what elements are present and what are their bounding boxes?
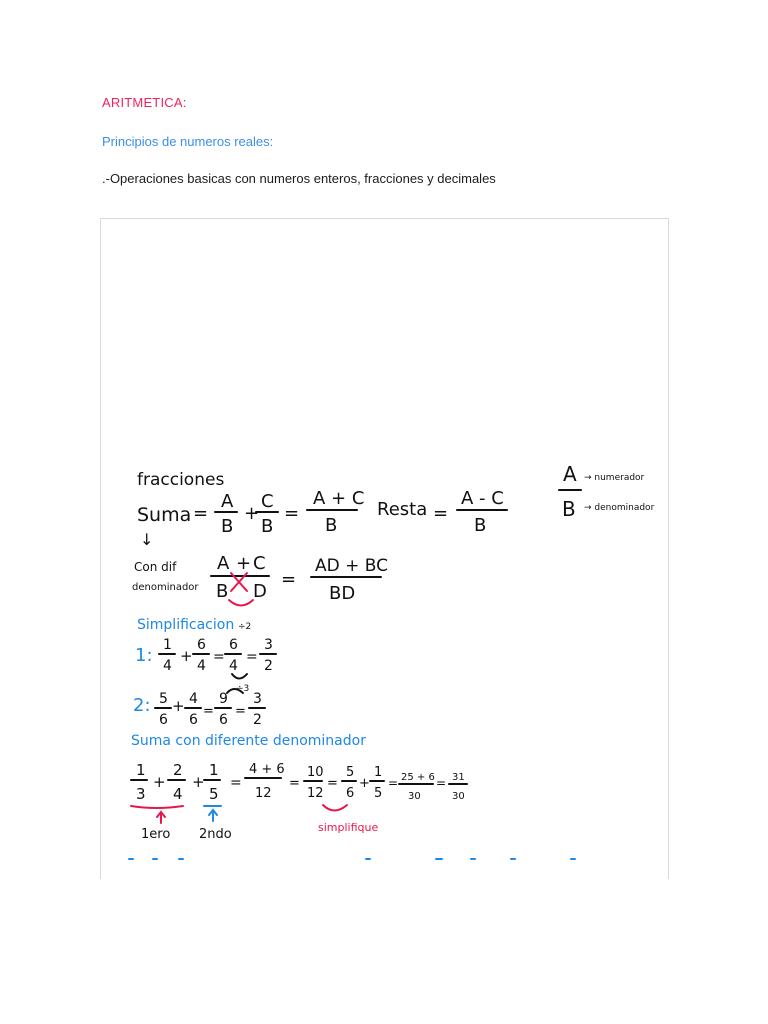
handwritten-notes-image xyxy=(100,218,669,879)
simplificacion-label: Simplificacion xyxy=(137,617,235,633)
ex3-n5: 10 xyxy=(307,765,324,780)
ex3-d7: 5 xyxy=(374,786,383,801)
arrow-down-icon: ↓ xyxy=(140,530,154,549)
condif-numerator: AD + BC xyxy=(315,556,389,576)
up-arrow-icon-red xyxy=(157,812,165,823)
legend-b: B xyxy=(562,497,576,521)
ex3-d4: 12 xyxy=(255,786,272,801)
suma-label: Suma xyxy=(137,504,192,526)
topic-line: .-Operaciones basicas con numeros enteros, fracciones y decimales xyxy=(102,171,496,186)
condif-plus: + xyxy=(236,553,252,574)
ex3-eq4: = xyxy=(388,776,399,790)
up-arrow-icon-blue xyxy=(209,810,217,821)
ex1-d1: 4 xyxy=(163,658,172,674)
ex3-d5: 12 xyxy=(307,786,324,801)
legend-a: A xyxy=(563,462,577,486)
ex3-plus1: + xyxy=(153,773,166,791)
resta-label: Resta xyxy=(377,499,428,520)
condif-a: A xyxy=(217,553,230,574)
ex2-d2: 6 xyxy=(189,712,198,728)
ex3-eq2: = xyxy=(289,776,300,791)
ex3-d3: 5 xyxy=(209,785,219,803)
ex1-n4: 3 xyxy=(264,637,273,653)
ex1-n1: 1 xyxy=(163,637,172,653)
primero-label: 1ero xyxy=(141,827,171,842)
fraction-b2: B xyxy=(261,516,274,537)
ex3-n2: 2 xyxy=(173,761,183,779)
ex1-arrow xyxy=(232,674,247,679)
page-heading: ARITMETICA: xyxy=(102,95,187,110)
ex3-n4: 4 + 6 xyxy=(249,762,285,777)
ex2-n3: 9 xyxy=(219,691,228,707)
ex2-eq2: = xyxy=(235,704,246,719)
condif-label-1: Con dif xyxy=(134,560,177,574)
sum-numerator: A + C xyxy=(313,488,365,509)
ex3-eq5: = xyxy=(436,776,447,790)
ex1-plus: + xyxy=(180,647,193,665)
legend-denominador: → denominador xyxy=(584,503,655,513)
section-subheading: Principios de numeros reales: xyxy=(102,134,274,149)
resta-denominator: B xyxy=(474,515,487,536)
condif-d: D xyxy=(253,581,267,602)
notes-title: fracciones xyxy=(137,470,225,490)
ex2-eq1: = xyxy=(203,704,214,719)
condif-label-2: denominador xyxy=(132,582,199,593)
resta-numerator: A - C xyxy=(461,488,504,509)
ex3-eq3: = xyxy=(327,776,338,791)
ex2-plus: + xyxy=(172,697,185,715)
ex1-n3: 6 xyxy=(229,637,238,653)
ex3-n7: 1 xyxy=(374,765,383,780)
cross-arrow xyxy=(229,600,253,606)
red-underline xyxy=(131,806,183,808)
ex3-plus2: + xyxy=(192,773,205,791)
fraction-c: C xyxy=(261,491,274,512)
ex3-n3: 1 xyxy=(209,761,219,779)
ex3-n8: 25 + 6 xyxy=(401,772,435,783)
simplifique-label: simplifique xyxy=(318,821,379,834)
condif-equals: = xyxy=(281,569,297,590)
ex1-label: 1: xyxy=(135,645,153,666)
fraction-b: B xyxy=(221,516,234,537)
ex3-d6: 6 xyxy=(346,786,355,801)
ex3-n1: 1 xyxy=(136,761,146,779)
ex3-n6: 5 xyxy=(346,765,355,780)
condif-c: C xyxy=(253,553,266,574)
suma-dif-label: Suma con diferente denominador xyxy=(131,733,366,749)
ex1-d2: 4 xyxy=(197,658,206,674)
ex2-n4: 3 xyxy=(253,691,262,707)
plus-sign: + xyxy=(244,503,260,524)
ex3-n9: 31 xyxy=(452,772,465,783)
equals-sign-2: = xyxy=(284,503,300,524)
ex1-n2: 6 xyxy=(197,637,206,653)
ex1-d3: 4 xyxy=(229,658,238,674)
equals-sign-3: = xyxy=(433,503,449,524)
ex3-d9: 30 xyxy=(452,791,465,802)
ex1-eq2: = xyxy=(246,649,258,665)
ex3-d1: 3 xyxy=(136,785,146,803)
ex3-d2: 4 xyxy=(173,785,183,803)
div3-note: ÷3 xyxy=(236,684,250,694)
ex2-d4: 2 xyxy=(253,712,262,728)
ex2-label: 2: xyxy=(133,695,151,716)
ex1-d4: 2 xyxy=(264,658,273,674)
ex2-d3: 6 xyxy=(219,712,228,728)
ex2-d1: 6 xyxy=(159,712,168,728)
div2-note: ÷2 xyxy=(238,622,252,632)
ex1-eq1: = xyxy=(213,649,225,665)
equals-sign: = xyxy=(193,503,209,524)
fraction-a: A xyxy=(221,491,234,512)
ex3-plus3: + xyxy=(359,776,370,791)
ex2-n2: 4 xyxy=(189,691,198,707)
simplifique-arrow xyxy=(323,805,347,811)
condif-b: B xyxy=(216,581,229,602)
ex3-eq1: = xyxy=(230,775,242,791)
legend-numerador: → numerador xyxy=(584,473,645,483)
ex2-n1: 5 xyxy=(159,691,168,707)
condif-denominator: BD xyxy=(329,583,356,604)
sum-denominator: B xyxy=(325,515,338,536)
ex3-d8: 30 xyxy=(408,791,421,802)
segundo-label: 2ndo xyxy=(199,827,232,842)
